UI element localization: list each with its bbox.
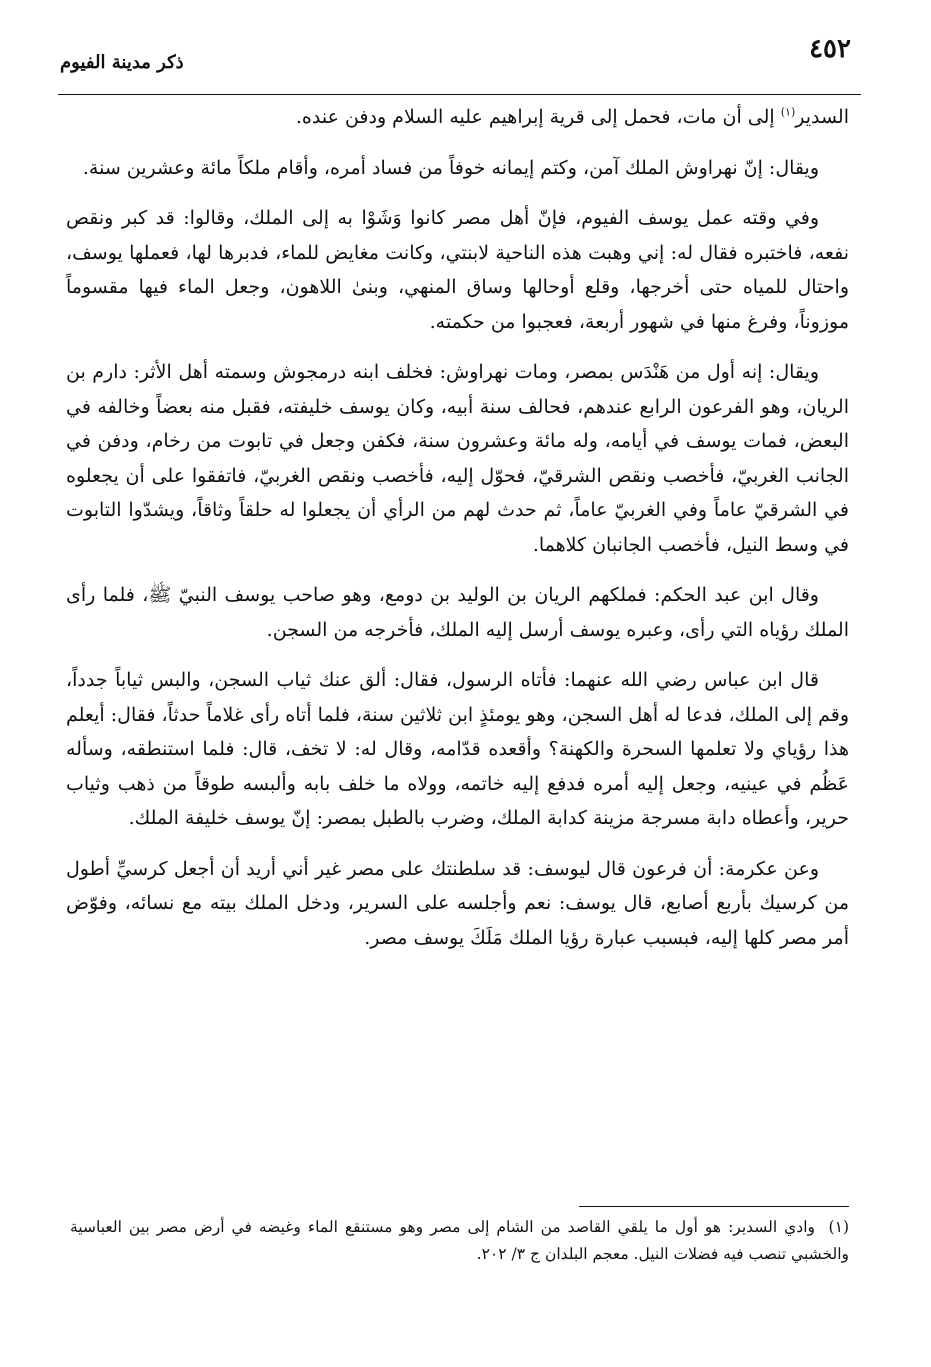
- paragraph-4: ويقال: إنه أول من هَنْدَس بمصر، ومات نهراوش: فخلف ابنه درمجوش وسمته أهل الأثر: دارم بن الريان، وهو الفرعون الرابع عندهم، فحالف سنة أبيه، وكان يوسف خليفته، فقبل منه بعضاً وخالفه في البعض، فمات يوسف في أيامه، وله مائة وعشرون سنة، فكفن وجعل في تابوت من رخام، ودفن في الجانب الغربيّ، فأخصب ونقص الشرقيّ، فحوّل إليه، فأخصب ونقص الغربيّ، فاتفقوا على أن يجعلوه في الشرقيّ عاماً وفي الغربيّ عاماً، ثم حدث لهم من الرأي أن يجعلوا له حلقاً وثاقاً، ويشدّوا التابوت في وسط النيل، فأخصب الجانبان كلاهما.: [66, 361, 849, 556]
- footnote-marker: (١): [828, 1218, 849, 1236]
- page-number: ٤٥٢: [809, 34, 851, 64]
- footnote-text: وادي السدير: هو أول ما يلقي القاصد من الشام إلى مصر وهو مستنقع الماء وغيضه في أرض مصر بين العباسية والخشبي تنصب فيه فضلات النيل. معجم البلدان ج ٣/ ٢٠٢.: [70, 1218, 849, 1263]
- paragraph-lead: السدير: [795, 106, 849, 128]
- running-title: ذكر مدينة الفيوم: [60, 52, 184, 73]
- body-text: [66, 100, 849, 971]
- paragraph-6: قال ابن عباس رضي الله عنهما: فأتاه الرسول، فقال: ألق عنك ثياب السجن، والبس ثياباً جدداً، وقم إلى الملك، فدعا له أهل السجن، وهو يومئذٍ ابن ثلاثين سنة، فلما أتاه رأى غلاماً حدثاً، فقال: أيعلم هذا رؤياي ولا تعلمها السحرة والكهنة؟ وأقعده قدّامه، وقال له: لا تخف، قال: فلما استنطقه، وسأله عَظُم في عينيه، وجعل إليه أمره فدفع إليه خاتمه، وولاه ما خلف بابه وألبسه طوقاً من ذهب وثياب حرير، وأعطاه دابة مسرجة مزينة كدابة الملك، وضرب بالطبل بمصر: إنّ يوسف خليفة الملك.: [66, 669, 849, 829]
- paragraph-5: وقال ابن عبد الحكم: فملكهم الريان بن الوليد بن دومع، وهو صاحب يوسف النبيّ ﷺ، فلما رأى الملك رؤياه التي رأى، وعبره يوسف أرسل إليه الملك، فأخرجه من السجن.: [66, 584, 849, 641]
- footnote-rule: [579, 1206, 849, 1207]
- paragraph-2: ويقال: إنّ نهراوش الملك آمن، وكتم إيمانه خوفاً من فساد أمره، وأقام ملكاً مائة وعشرين سنة.: [82, 156, 819, 179]
- footnote-1: [70, 1214, 849, 1268]
- header-rule: [58, 94, 861, 95]
- paragraph-1: [66, 100, 849, 135]
- paragraph-3: وفي وقته عمل يوسف الفيوم، فإنّ أهل مصر كانوا وَشَوْا به إلى الملك، وقالوا: قد كبر ونقص نفعه، فاختبره فقال له: إني وهبت هذه الناحية لابنتي، وكانت مغايض للماء، فدبرها لها، فعملها يوسف، واحتال للمياه حتى أخرجها، وقلع أوحالها وساق المنهي، وبنىٰ اللاهون، وجعل الماء فيها مقسوماً موزوناً، وفرغ منها في شهور أربعة، فعجبوا من حكمته.: [66, 207, 849, 333]
- paragraph-7: وعن عكرمة: أن فرعون قال ليوسف: قد سلطنتك على مصر غير أني أريد أن أجعل كرسيِّ أطول من كرسيك بأربع أصابع، قال يوسف: نعم وأجلسه على السرير، ودخل الملك بيته مع نسائه، وفوّض أمر مصر كلها إليه، فبسبب عبارة رؤيا الملك مَلَكَ يوسف مصر.: [66, 857, 849, 949]
- page-header: [60, 30, 851, 86]
- paragraph-text: إلى أن مات، فحمل إلى قرية إبراهيم عليه السلام ودفن عنده.: [295, 106, 781, 128]
- footnote-reference: (١): [780, 105, 796, 119]
- footnotes: [70, 1214, 849, 1268]
